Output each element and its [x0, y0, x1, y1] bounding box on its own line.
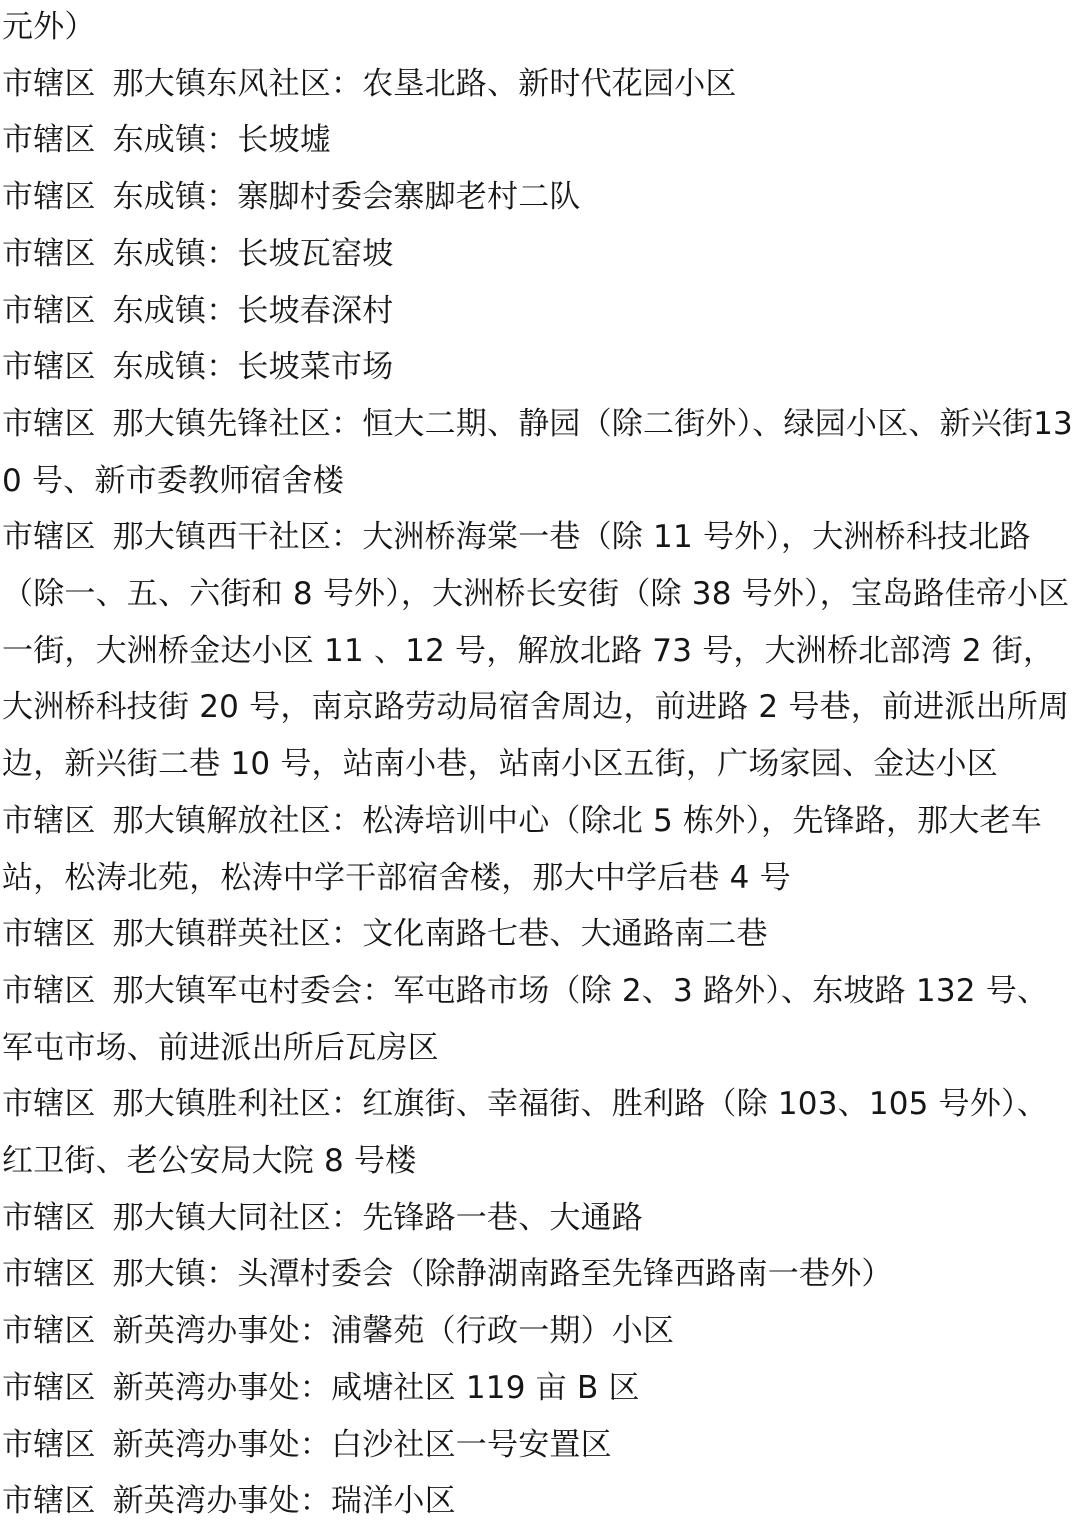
list-item	[2, 963, 1076, 1076]
list-item	[2, 0, 1076, 56]
list-item	[2, 1246, 1076, 1303]
entry-text: 东成镇：长坡春深村	[112, 292, 394, 329]
entry-text: 东成镇：长坡菜市场	[112, 349, 394, 386]
entry-text: 那大镇胜利社区：红旗街、幸福街、胜利路（除 103、105 号外）、红卫街、老公安局大院 8 号楼	[2, 1086, 1048, 1180]
list-item	[2, 56, 1076, 113]
entry-text: 东成镇：长坡瓦窑坡	[112, 235, 394, 272]
list-item	[2, 1303, 1076, 1360]
list-item	[2, 1417, 1076, 1474]
entry-text: 那大镇群英社区：文化南路七巷、大通路南二巷	[112, 916, 768, 953]
district-label: 市辖区	[2, 972, 96, 1009]
district-label: 市辖区	[2, 349, 96, 386]
list-item	[2, 1190, 1076, 1247]
entry-text: 那大镇东风社区：农垦北路、新时代花园小区	[112, 65, 737, 102]
district-label: 市辖区	[2, 916, 96, 953]
district-label: 市辖区	[2, 292, 96, 329]
list-item	[2, 112, 1076, 169]
list-item	[2, 906, 1076, 963]
entry-text: 那大镇军屯村委会：军屯路市场（除 2、3 路外）、东坡路 132 号、军屯市场、前进派出所后瓦房区	[2, 972, 1049, 1066]
entry-text: 那大镇大同社区：先锋路一巷、大通路	[112, 1199, 644, 1236]
list-item	[2, 509, 1076, 793]
list-item	[2, 1360, 1076, 1417]
district-label: 市辖区	[2, 519, 96, 556]
entry-text: 那大镇先锋社区：恒大二期、静园（除二街外）、绿园小区、新兴街130 号、新市委教师宿舍楼	[2, 405, 1073, 499]
entry-text: 那大镇解放社区：松涛培训中心（除北 5 栋外），先锋路，那大老车站，松涛北苑，松涛中学干部宿舍楼，那大中学后巷 4 号	[2, 802, 1042, 896]
district-label: 市辖区	[2, 179, 96, 216]
entry-text: 新英湾办事处：咸塘社区 119 亩 B 区	[112, 1369, 640, 1406]
entry-text: 新英湾办事处：白沙社区一号安置区	[112, 1426, 612, 1463]
district-label: 市辖区	[2, 1256, 96, 1293]
entry-text: 元外）	[2, 9, 96, 45]
list-item	[2, 793, 1076, 906]
list-item	[2, 339, 1076, 396]
entry-text: 那大镇西干社区：大洲桥海棠一巷（除 11 号外），大洲桥科技北路（除一、五、六街和 8 号外），大洲桥长安街（除 38 号外），宝岛路佳帝小区一街，大洲桥金达小区 11 、12 号，解放北路 73 号，大洲桥北部湾 2 街，大洲桥科技街 20 号，南京路劳动局宿舍周边，前进路 2 号巷，前进派出所周边，新兴街二巷 10 号，站南小巷，站南小区五街，广场家园、金达小区	[2, 519, 1070, 783]
entry-text: 那大镇：头潭村委会（除静湖南路至先锋西路南一巷外）	[112, 1256, 893, 1293]
entry-text: 新英湾办事处：瑞洋小区	[112, 1483, 456, 1520]
list-item	[2, 1473, 1076, 1530]
district-label: 市辖区	[2, 1313, 96, 1350]
district-label: 市辖区	[2, 802, 96, 839]
district-label: 市辖区	[2, 1483, 96, 1520]
document-body	[2, 0, 1076, 1530]
entry-text: 东成镇：长坡墟	[112, 122, 332, 159]
list-item	[2, 169, 1076, 226]
district-label: 市辖区	[2, 1199, 96, 1236]
list-item	[2, 283, 1076, 340]
district-label: 市辖区	[2, 1426, 96, 1463]
district-label: 市辖区	[2, 235, 96, 272]
list-item	[2, 226, 1076, 283]
district-label: 市辖区	[2, 1369, 96, 1406]
district-label: 市辖区	[2, 122, 96, 159]
district-label: 市辖区	[2, 405, 96, 442]
list-item	[2, 1076, 1076, 1189]
list-item	[2, 396, 1076, 509]
district-label: 市辖区	[2, 1086, 96, 1123]
entry-text: 东成镇：寨脚村委会寨脚老村二队	[112, 179, 581, 216]
entry-text: 新英湾办事处：浦馨苑（行政一期）小区	[112, 1313, 675, 1350]
district-label: 市辖区	[2, 65, 96, 102]
